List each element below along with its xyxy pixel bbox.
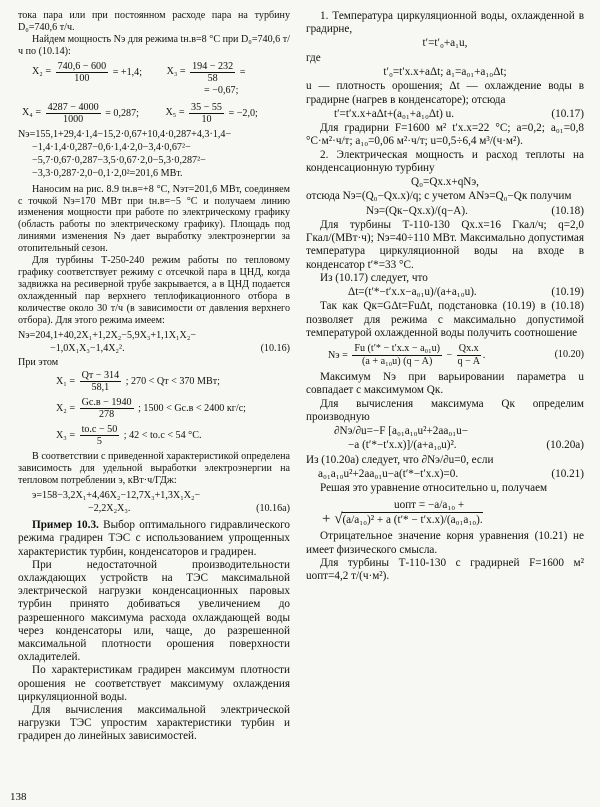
paragraph-cooling: При недостаточной производительности охлаждающих устройств на ТЭС максимальной электрической нагрузки конденсационных паровых турбин принято добиваться увеличением до разрешенного максимума расхода охлаждающей воды через конденсаторы или, чаще, до разрешенной максимальной плотности орошения поверхности охладителей. — [18, 558, 290, 664]
equation-x4-x5: X₄ = $\frac{4287 - 4000}{1000}$ = 0,287; X₅ = $\frac{35 - 55}{10}$ = −2,0; — [22, 101, 258, 125]
equation-10-20: Nэ = $\frac{\text{Fu (t′* − t′х.х − a₀₁u)}}{\text{(a + a₁₀u) (q − A)}}$ − $\frac{Qх.х}{q - A}$ . (10.20) — [328, 343, 584, 368]
fraction-x4: $\frac{4287 - 4000}{1000}$ — [47, 101, 99, 125]
equation-10-20a: ∂Nэ/∂u=−F [a₀₁a₁₀u²+2aa₀₁u− — [334, 424, 469, 437]
paragraph-top: тока пара или при постоянном расходе пара на турбину D₀=740,6 т/ч. — [18, 10, 290, 33]
equation-label-10-21: (10.21) — [551, 467, 584, 480]
fraction-x3: $\frac{194 - 232}{58}$ — [192, 60, 234, 84]
equation-10-17: t′=t′х.х+aΔt+(a₀₁+a₁₀Δt) u. (10.17) — [334, 107, 584, 120]
sqrt-icon: + √ — [322, 510, 343, 527]
equation-t0: t′₀=t′х.х+aΔt; a₁=a₀₁+a₁₀Δt; — [383, 66, 507, 79]
paragraph-example: Пример 10.3. Выбор оптимального гидравлического режима градирен ТЭС с использованием упрощенных характеристик турбин, конденсаторов и градирен. — [18, 519, 290, 558]
fraction-10-20-main: $\frac{\text{Fu (t′* − t′х.х − a₀₁u)}}{\text{(a + a₁₀u) (q − A)}}$ — [354, 343, 441, 368]
word-gde: где — [306, 51, 321, 64]
equation-label-10-16: (10.16) — [260, 342, 290, 354]
equation-q0: Q₀=Qх.х+qNэ, — [411, 176, 479, 189]
paragraph-specific: В соответствии с приведенной характеристикой определена зависимость для удельной выработки электроэнергии на тепловом потреблении э, кВт·ч/ГДж: — [18, 451, 290, 487]
right-column — [306, 10, 584, 583]
paragraph-maximum: Максимум Nэ при варьировании параметра u совпадает с максимумом Qк. — [306, 371, 584, 397]
paragraph-characteristics: По характеристикам градирен максимум плотности орошения не соответствует максимуму охлаждения циркуляционной воды. — [18, 664, 290, 703]
equation-u-opt: uопт = −a/a₁₀ + — [394, 498, 465, 511]
equation-label-10-19: (10.19) — [551, 286, 584, 299]
paragraph-otkuda: отсюда Nэ=(Q₀−Qх.х)/q; с учетом ANэ=Q₀−Qк получим — [306, 190, 572, 203]
equation-x3-result: = −0,67; — [204, 84, 239, 96]
equation-label-10-16a: (10.16а) — [256, 503, 290, 515]
paragraph-substitution: Так как Qк=GΔt=FuΔt, подстановка (10.19) в (10.18) позволяет для режима с максимально допустимой температурой охлажденной воды получить соотношение — [306, 300, 584, 339]
paragraph-negative-root: Отрицательное значение корня уравнения (10.21) не имеет физического смысла. — [306, 530, 584, 556]
equation-10-21: a₀₁a₁₀u²+2aa₀₁u−a(t′*−t′х.х)=0. (10.21) — [318, 467, 584, 480]
fraction-x2-range: $\frac{Gс.в - 1940}{278}$ — [81, 397, 132, 421]
paragraph-derivative: Для вычисления максимума Qк определим производную — [306, 397, 584, 423]
paragraph-cooling-tower: Для градирни F=1600 м² t′х.х=22 °С; a=0,2; a₀₁=0,8 °С·м²·ч/т; a₁₀=0,06 м²·ч/т; u=0,5÷6,4 м³/(ч·м²). — [306, 122, 584, 148]
fraction-10-20-second: $\frac{Qх.х}{q - A}$ — [457, 343, 480, 368]
equation-10-16a: э=158−3,2X₁+4,46X₂−12,7X₃+1,3X₁X₂− — [32, 490, 201, 502]
equation-label-10-20a: (10.20а) — [546, 439, 584, 452]
equation-10-20a-cont: −a (t′*−t′х.х)]/(a+a₁₀u)². (10.20а) — [348, 439, 584, 452]
page-number: 138 — [10, 791, 27, 803]
paragraph-pri-etom: При этом — [18, 356, 59, 368]
paragraph-last: Для турбины Т-110-130 с градирней F=1600 м² uопт=4,2 т/(ч·м²). — [306, 556, 584, 582]
left-column — [18, 10, 290, 744]
paragraph-from-1020a: Из (10.20а) следует, что ∂Nэ/∂u=0, если — [306, 453, 494, 466]
equation-power-line4: −3,3·0,287·2,0−0,1·2,0²=201,6 МВт. — [32, 167, 183, 179]
equation-label-10-20: (10.20) — [554, 349, 584, 361]
equation-10-19: Δt=(t′*−t′х.х−a₀₁u)/(a+a₁₀u). (10.19) — [348, 286, 584, 299]
equation-x3-range: X₃ = $\frac{tо.с - 50}{5}$ ; 42 < tо.с < 54 °С. — [56, 424, 202, 448]
paragraph-solving: Решая это уравнение относительно u, получаем — [320, 482, 548, 495]
example-heading: Пример 10.3. — [32, 519, 99, 532]
paragraph-t250: Для турбины Т-250-240 режим работы по тепловому графику соответствует режиму с отсечкой пара в ЦНД, когда задвижка на ресиверной трубе закрывается, а в ЦНД подается охлажденный пар верхнего теплофикационного отбора в количестве около 30 т/ч (в зависимости от давления верхнего отбора). Для этого режима имеем: — [18, 255, 290, 326]
equation-x1: X₁ = $\frac{Qт - 314}{58,1}$ ; 270 < Qт < 370 МВт; — [56, 370, 220, 394]
paragraph-turbine-t110: Для турбины Т-110-130 Qх.х=16 Гкал/ч; q=2,0 Гкал/(МВт·ч); Nэ=40÷110 МВт. Максимально допустимая температура циркуляционной воды на входе в конденсатор t′*=33 °С. — [306, 219, 584, 271]
paragraph-u-definition: u — плотность орошения; Δt — охлаждение воды в градирне (нагрев в конденсаторе); отсюда — [306, 80, 584, 106]
paragraph-item2: 2. Электрическая мощность и расход теплоты на конденсационную турбину — [306, 148, 584, 174]
equation-power-line1: Nэ=155,1+29,4·1,4−15,2·0,67+10,4·0,287+4,3·1,4− — [18, 128, 232, 140]
paragraph-calculation: Для вычисления максимальной электрической нагрузки ТЭС упростим характеристики турбин и градирен до линейных зависимостей. — [18, 703, 290, 743]
paragraph-from-1017: Из (10.17) следует, что — [320, 271, 428, 284]
paragraph-plot: Наносим на рис. 8.9 tн.в=+8 °С, Nэт=201,6 МВт, соединяем с точкой Nэ=170 МВт при tн.в=−5 °С и получаем линию изменения мощности при работе по электрическому графику (область работы по электрическому графику). Площадь под линиями изменения Nэ дает выработку электроэнергии за отопительный сезон. — [18, 183, 290, 255]
equation-10-16a-cont: −2,2X₂X₃. (10.16а) — [88, 503, 290, 515]
equation-x2-range: X₂ = $\frac{Gс.в - 1940}{278}$ ; 1500 < Gс.в < 2400 кг/с; — [56, 397, 246, 421]
equation-10-18: Nэ=(Qк−Qх.х)/(q−A). (10.18) — [366, 204, 584, 217]
equation-10-16: Nэ=204,1+40,2X₁+1,2X₂−5,9X₃+1,1X₁X₂− — [18, 329, 197, 341]
fraction-x1: $\frac{Qт - 314}{58,1}$ — [81, 370, 120, 394]
fraction-x2: $\frac{740,6 - 600}{100}$ — [57, 60, 107, 84]
paragraph-find-power: Найдем мощность Nэ для режима tн.в=8 °С при D₀=740,6 т/ч по (10.14): — [18, 33, 290, 57]
equation-x2-x3: X₂ = $\frac{740,6 - 600}{100}$ = +1,4; X₃ = $\frac{194 - 232}{58}$ = — [32, 60, 246, 84]
paragraph-item1: 1. Температура циркуляционной воды, охлажденной в градирне, — [306, 10, 584, 36]
equation-label-10-17: (10.17) — [551, 107, 584, 120]
fraction-x3-range: $\frac{tо.с - 50}{5}$ — [81, 424, 118, 448]
equation-u-opt-root: + √(a/a₁₀)² + a (t′* − t′х.х)/(a₀₁a₁₀). — [322, 510, 483, 527]
equation-power-line2: −1,4·1,4·0,287−0,6·1,4·2,0−3,4·0,67²− — [32, 141, 191, 153]
fraction-x5: $\frac{35 - 55}{10}$ — [191, 101, 222, 125]
equation-t-prime: t′=t′₀+a₁u, — [422, 37, 468, 50]
equation-power-line3: −5,7·0,67·0,287−3,5·0,67·2,0−5,3·0,287²− — [32, 154, 206, 166]
equation-label-10-18: (10.18) — [551, 204, 584, 217]
equation-10-16-cont: −1,0X₁X₃−1,4X₂². (10.16) — [50, 342, 290, 354]
